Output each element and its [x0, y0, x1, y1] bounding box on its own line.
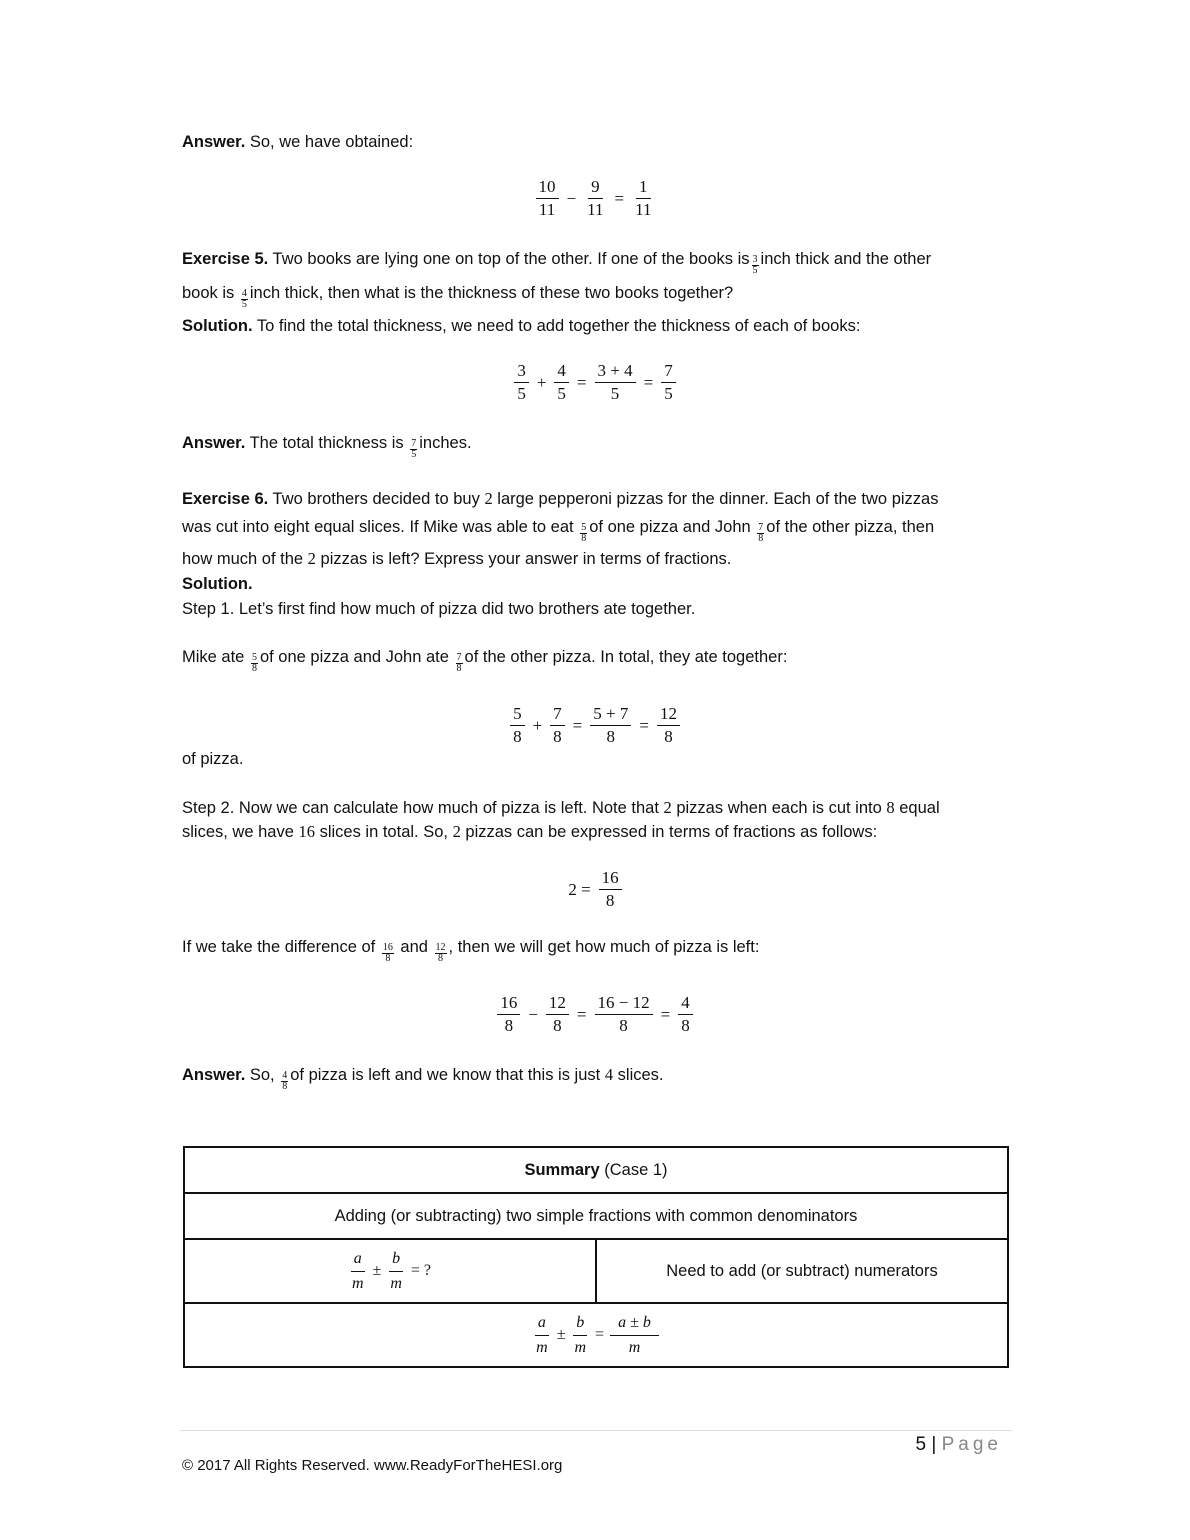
- numerator: a: [351, 1247, 365, 1272]
- text: So,: [249, 1066, 275, 1084]
- number: 8: [886, 798, 895, 817]
- numerator: 16: [382, 942, 393, 954]
- text: Two brothers decided to buy: [272, 490, 480, 508]
- number: 2: [484, 489, 493, 508]
- text: book is: [182, 284, 235, 302]
- exercise-6-line-3: [182, 549, 1012, 569]
- text: large pepperoni pizzas for the dinner. Each of the two pizzas: [497, 490, 939, 508]
- denominator: 8: [606, 727, 616, 746]
- solution-label: Solution.: [182, 317, 253, 335]
- operator: ±: [372, 1262, 382, 1279]
- text: inch thick and the other: [760, 250, 932, 268]
- exercise-label: Exercise 6.: [182, 490, 269, 508]
- answer-1: [182, 132, 1012, 152]
- solution-label: Solution.: [182, 575, 253, 593]
- inline-fraction: [757, 523, 764, 544]
- step-2: [182, 798, 1012, 818]
- inline-fraction: [382, 943, 394, 964]
- step-1: Step 1. Let’s first find how much of pizza did two brothers ate together.: [182, 600, 696, 618]
- text: how much of the: [182, 550, 304, 568]
- numerator: 7: [758, 522, 764, 534]
- operator: +: [536, 372, 547, 392]
- text: To find the total thickness, we need to add together the thickness of each of books:: [256, 317, 861, 335]
- numerator: 5: [510, 703, 525, 726]
- exercise-5-line-2: [182, 283, 1012, 311]
- inline-fraction: [251, 653, 258, 674]
- text: slices in total. So,: [319, 823, 448, 841]
- text: of one pizza and John: [589, 518, 751, 536]
- text: inch thick, then what is the thickness of these two books together?: [249, 284, 734, 302]
- page-number: [916, 1434, 1002, 1456]
- denominator: 8: [581, 533, 587, 545]
- inline-fraction: [281, 1071, 288, 1092]
- text: Mike ate: [182, 648, 245, 666]
- exercise-6: [182, 489, 1012, 509]
- equals: =: [576, 372, 587, 392]
- denominator: 8: [553, 1016, 562, 1035]
- denominator: 8: [513, 727, 522, 746]
- denominator: 8: [605, 891, 615, 910]
- numerator: 7: [550, 703, 565, 726]
- denominator: 11: [538, 200, 556, 219]
- page-num: 5: [915, 1434, 927, 1455]
- inline-fraction: [410, 439, 417, 460]
- inline-fraction: [752, 255, 759, 276]
- number: 2: [452, 822, 461, 841]
- lhs: 2 =: [568, 879, 591, 899]
- inline-fraction: [241, 289, 248, 310]
- equation-2: [0, 360, 1190, 405]
- denominator: 8: [504, 1016, 514, 1035]
- numerator: 12: [657, 703, 680, 726]
- mike-line: [182, 647, 1012, 675]
- text: , then we will get how much of pizza is left:: [448, 938, 760, 956]
- text: slices.: [617, 1066, 664, 1084]
- denominator: 5: [241, 299, 247, 311]
- answer-label: Answer.: [182, 1066, 246, 1084]
- numerator: 5: [581, 522, 587, 534]
- text: slices, we have: [182, 823, 294, 841]
- summary-rule: [184, 1303, 1008, 1367]
- numerator: 7: [661, 360, 676, 383]
- solution-5: [182, 316, 1012, 336]
- answer-text: So, we have obtained:: [249, 133, 414, 151]
- answer-label: Answer.: [182, 434, 246, 452]
- denominator: 8: [758, 533, 764, 545]
- text: The total thickness is: [249, 434, 404, 452]
- difference-line: [182, 937, 1012, 965]
- numerator: 16: [497, 992, 520, 1015]
- numerator: b: [389, 1247, 403, 1272]
- text: was cut into eight equal slices. If Mike was able to eat: [182, 518, 574, 536]
- equation-5: [0, 992, 1190, 1037]
- denominator: 5: [411, 449, 417, 461]
- denominator: 8: [619, 1016, 628, 1035]
- denominator: m: [390, 1274, 402, 1292]
- step-2-line-2: [182, 822, 1012, 842]
- numerator: 1: [636, 176, 651, 199]
- numerator: 12: [546, 992, 569, 1015]
- numerator: 4: [554, 360, 569, 383]
- exercise-label: Exercise 5.: [182, 250, 269, 268]
- summary-subtitle: Adding (or subtracting) two simple fractions with common denominators: [184, 1193, 1008, 1239]
- operator: +: [532, 715, 543, 735]
- copyright: © 2017 All Rights Reserved. www.ReadyForTheHESI.org: [182, 1457, 563, 1474]
- text: Step 2. Now we can calculate how much of pizza is left. Note that: [182, 799, 659, 817]
- answer-label: Answer.: [182, 133, 246, 151]
- text: Two books are lying one on top of the other. If one of the books is: [272, 250, 750, 268]
- denominator: 8: [251, 663, 257, 675]
- denominator: 11: [635, 200, 652, 219]
- denominator: 8: [282, 1081, 288, 1093]
- numerator: 5 + 7: [590, 703, 631, 726]
- summary-question-cell: [184, 1239, 596, 1303]
- denominator: 8: [385, 953, 391, 965]
- denominator: 8: [664, 727, 673, 746]
- of-pizza: of pizza.: [182, 750, 244, 768]
- text: of pizza is left and we know that this is just: [290, 1066, 601, 1084]
- numerator: 7: [456, 652, 462, 664]
- numerator: 3 + 4: [595, 360, 636, 383]
- number: 16: [298, 822, 315, 841]
- numerator: 16 − 12: [595, 992, 653, 1015]
- numerator: 3: [514, 360, 529, 383]
- text: inches.: [419, 434, 472, 452]
- inline-fraction: [580, 523, 587, 544]
- summary-note: Need to add (or subtract) numerators: [596, 1239, 1008, 1303]
- denominator: 8: [456, 663, 462, 675]
- summary-title-rest: (Case 1): [604, 1160, 668, 1179]
- denominator: 5: [517, 384, 526, 403]
- summary-title: [184, 1147, 1008, 1193]
- numerator: 16: [599, 867, 622, 890]
- numerator: 5: [251, 652, 257, 664]
- text: of the other pizza. In total, they ate together:: [464, 648, 788, 666]
- summary-table: [183, 1146, 1009, 1368]
- equation-4: [0, 867, 1190, 912]
- numerator: 4: [678, 992, 693, 1015]
- equals: =: [660, 1004, 671, 1024]
- text: equal: [899, 799, 940, 817]
- denominator: m: [574, 1338, 587, 1356]
- text: If we take the difference of: [182, 938, 376, 956]
- denominator: 5: [610, 384, 620, 403]
- denominator: 5: [557, 384, 566, 403]
- operator: −: [528, 1004, 538, 1024]
- denominator: 8: [553, 727, 562, 746]
- denominator: m: [628, 1338, 641, 1356]
- numerator: 9: [588, 176, 603, 199]
- numerator: a ± b: [610, 1311, 659, 1336]
- text: and: [400, 938, 428, 956]
- numerator: 12: [435, 942, 446, 954]
- operator: ±: [556, 1326, 566, 1343]
- denominator: 11: [587, 200, 604, 219]
- text: pizzas is left? Express your answer in terms of fractions.: [320, 550, 732, 568]
- numerator: 7: [411, 438, 417, 450]
- exercise-5: [182, 249, 1012, 277]
- footer-divider: [180, 1430, 1012, 1431]
- denominator: 8: [438, 953, 444, 965]
- numerator: b: [573, 1311, 587, 1336]
- number: 4: [604, 1065, 614, 1084]
- exercise-6-line-2: [182, 517, 1012, 545]
- equals: =: [572, 715, 583, 735]
- text: pizzas can be expressed in terms of fractions as follows:: [465, 823, 878, 841]
- numerator: 4: [282, 1070, 288, 1082]
- text: of the other pizza, then: [766, 518, 935, 536]
- equation-3: [0, 703, 1190, 748]
- separator: |: [931, 1434, 937, 1455]
- answer-6: [182, 1065, 1012, 1093]
- answer-5: [182, 433, 1012, 461]
- denominator: m: [536, 1338, 548, 1356]
- number: 2: [307, 549, 316, 568]
- solution-6: [182, 574, 1012, 594]
- equals-question: = ?: [410, 1262, 432, 1279]
- equals: =: [576, 1004, 587, 1024]
- equals: =: [595, 1326, 605, 1343]
- equals: =: [643, 372, 654, 392]
- numerator: 3: [752, 254, 758, 266]
- equals: =: [614, 188, 625, 208]
- operator: −: [566, 188, 577, 208]
- denominator: 5: [752, 265, 758, 277]
- denominator: m: [351, 1274, 364, 1292]
- text: of one pizza and John ate: [259, 648, 449, 666]
- numerator: 4: [241, 288, 247, 300]
- numerator: 10: [536, 176, 559, 199]
- equation-1: [0, 176, 1190, 221]
- number: 2: [663, 798, 672, 817]
- denominator: 8: [681, 1016, 690, 1035]
- denominator: 5: [664, 384, 673, 403]
- inline-fraction: [435, 943, 447, 964]
- summary-title-bold: Summary: [524, 1160, 600, 1179]
- numerator: a: [535, 1311, 549, 1336]
- text: pizzas when each is cut into: [676, 799, 882, 817]
- inline-fraction: [456, 653, 463, 674]
- equals: =: [639, 715, 649, 735]
- page-word: Page: [941, 1434, 1002, 1455]
